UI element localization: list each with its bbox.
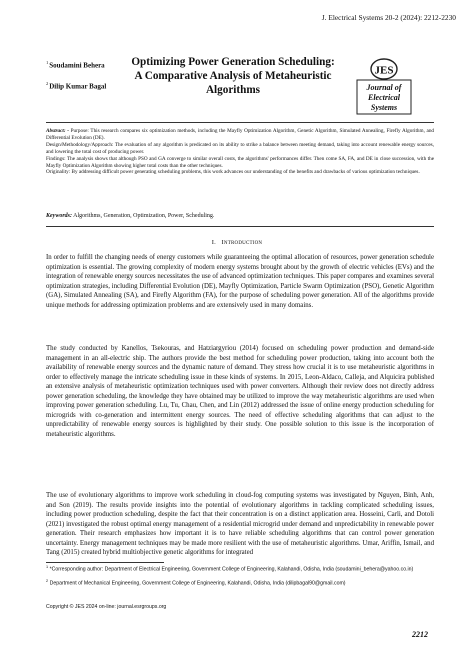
- section-heading: [0, 239, 474, 246]
- logo-acronym: JES: [374, 64, 394, 77]
- keywords-label: Keywords:: [46, 213, 72, 219]
- keywords-text: Algorithms, Generation, Optimization, Power, Scheduling.: [73, 213, 215, 219]
- abstract-design: Design/Methodology/Approach: The evaluation of any algorithm is predicated on its ability to strike a balance between meeting demand, taking into account renewable energy sources, and lowering the total cost of producing power.: [46, 141, 434, 155]
- paragraph-3: The use of evolutionary algorithms to improve work scheduling in cloud-fog computing systems was investigated by Nguyen, Binh, Anh, and Son (2019). The results provide insights into the potential of evolutionary algorithms in tackling complicated scheduling issues, including power production scheduling, despite the fact that their concentration is on a distinct application area. Hosseini, Carli, and Dotoli (2021) investigated the robust optimal energy management of a residential microgrid under demand and unpredictability in renewable power generation. Their research emphasizes how important it is to have reliable scheduling algorithms that can control power generation uncertainty. Energy management techniques may be made more resilient with the use of metaheuristic algorithms. Umar, Ariffin, Ismail, and Tang (2015) created hybrid multiobjective genetic algorithms for integrated: [46, 492, 434, 556]
- logo-line-1: Journal of: [366, 83, 402, 92]
- abstract-findings: Findings: The analysis shows that although PSO and GA converge to similar overall costs, the algorithms' performances differ. Then come SA, FA, and DE in close succession, with the Mayfly Optimization Algorithm showing higher total costs than the other techniques.: [46, 155, 434, 169]
- paragraph-2: The study conducted by Kanellos, Tsekouras, and Hatziargyriou (2014) focused on scheduling power production and demand-side management in an all-electric ship. The authors provide the best method for scheduling power production, taking into account both the availability of renewable energy sources and the dynamic nature of demand. They stress how crucial it is to use metaheuristic algorithms in order to effectively manage the intricate scheduling issue in these kinds of systems. In 2015, Leon-Aldaco, Calleja, and Alquicira published an extensive analysis of metaheuristic optimization techniques used with power converters. Although their review does not directly address power generation scheduling, the knowledge they have obtained may be utilized to improve the way metaheuristic algorithms are used when improving power generation scheduling. Lu, Tu, Chau, Chen, and Lin (2012) addressed the issue of online energy production scheduling for microgrids with co-generation and intermittent energy sources. The need of effective scheduling algorithms that can adjust to the unpredictability of renewable energy sources is highlighted by their study. One possible solution to this issue is the incorporation of metaheuristic algorithms.: [46, 345, 434, 438]
- abstract: [46, 128, 434, 176]
- footnotes: [46, 565, 434, 593]
- journal-citation: J. Electrical Systems 20-2 (2024): 2212-2230: [321, 13, 456, 22]
- paragraph-1: In order to fulfill the changing needs of energy customers while guaranteeing the optimal allocation of resources, power generation schedule optimization is essential. The growing complexity of modern energy systems brought about by the growth of electric vehicles (EVs) and the integration of renewable energy sources necessitates the use of advanced optimization techniques. This paper compares and examines several optimization strategies, including Differential Evolution (DE), Mayfly Optimization, Particle Swarm Optimization (PSO), Genetic Algorithm (GA), Simulated Annealing (SA), and Firefly Algorithm (FA), for the purpose of scheduling power generation. All of the algorithms provide unique methods for addressing optimization problems and are extensively used in many domains.: [46, 254, 434, 309]
- footnote-1: $^1$ *Corresponding author: Department of Electrical Engineering, Government College of Engineering, Kalahandi, Odisha, India (soudamini_behera@yahoo.co.in): [46, 565, 414, 573]
- author-1: $^1$Soudamini Behera: [46, 60, 105, 70]
- abstract-purpose: [46, 128, 434, 142]
- copyright-notice: Copyright © JES 2024 on-line: journal.esrgroups.org: [46, 604, 167, 610]
- divider-bottom: [46, 226, 434, 227]
- journal-logo: [349, 56, 419, 116]
- abstract-label: Abstract: -: [46, 128, 69, 134]
- abstract-purpose-text: Purpose: This research compares six optimization methods, including the Mayfly Optimization Algorithm, Genetic Algorithm, Simulated Annealing, Firefly Algorithm, and Differential Evolution (DE).: [46, 128, 435, 141]
- divider-top: [46, 122, 434, 123]
- section-title: Introduction: [221, 239, 263, 246]
- footnote-2: $^2$ Department of Mechanical Engineering, Government College of Engineering, Kalahandi, Odisha, India (dilipbagal90@gmail.com): [46, 579, 346, 587]
- keywords: [46, 213, 434, 219]
- section-number: I.: [211, 239, 216, 246]
- paper-title: Optimizing Power Generation Scheduling: A Comparative Analysis of Metaheuristic Algorithms: [131, 56, 335, 96]
- abstract-originality: Originality: By addressing difficult power generating scheduling problems, this work advances our understanding of the benefits and drawbacks of various optimization techniques.: [46, 169, 420, 176]
- author-2-name: Dilip Kumar Bagal: [49, 82, 107, 91]
- author-2: $^2$Dilip Kumar Bagal: [46, 80, 107, 91]
- author-1-name: Soudamini Behera: [49, 61, 105, 70]
- logo-line-3: Systems: [370, 103, 398, 112]
- logo-line-2: Electrical: [368, 93, 400, 102]
- author-list: [46, 60, 106, 101]
- footnote-rule: [46, 562, 164, 563]
- page-number: 2212: [412, 630, 428, 639]
